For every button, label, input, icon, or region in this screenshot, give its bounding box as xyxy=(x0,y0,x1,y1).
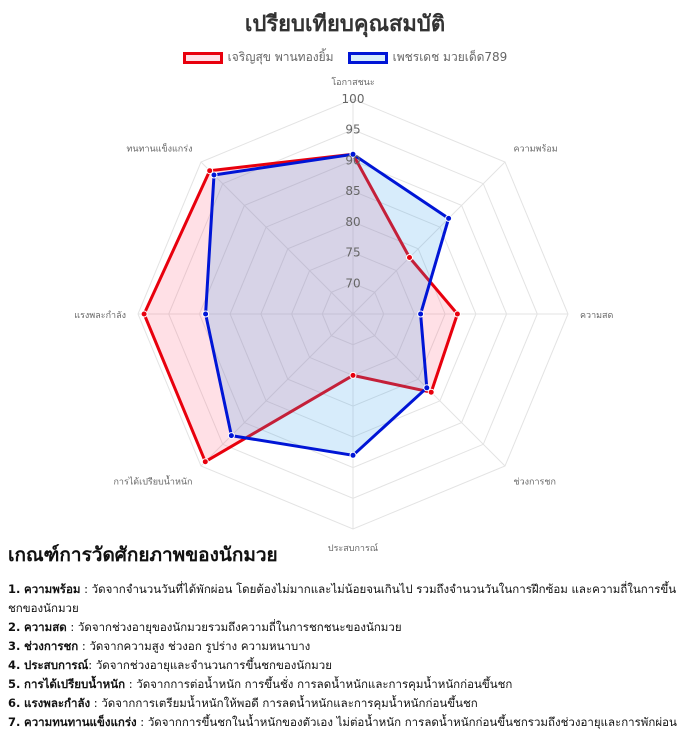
axis-label: การได้เปรียบน้ำหนัก xyxy=(113,477,193,488)
criteria-description: วัดจากการขึ้นชกในน้ำหนักของตัวเอง ไม่ต่อน้ำหนัก การลดน้ำหนักก่อนขึ้นชกรวมถึงช่วงอายุและการพักผ่อน xyxy=(147,715,677,729)
criteria-number: 5. xyxy=(8,677,21,691)
data-point-series-2 xyxy=(418,311,424,317)
data-point-series-1 xyxy=(202,459,208,465)
criteria-description: วัดจากการเตรียมน้ำหนักให้พอดี การลดน้ำหนักและการคุมน้ำหนักก่อนขึ้นชก xyxy=(101,696,478,710)
legend-swatch-series-2 xyxy=(348,52,388,64)
criteria-heading: เกณฑ์การวัดศักยภาพของนักมวย xyxy=(8,544,278,566)
criteria-item xyxy=(8,637,688,656)
axis-label: ความสด xyxy=(580,311,614,321)
data-point-series-2 xyxy=(446,215,452,221)
criteria-separator: : xyxy=(125,677,137,691)
radial-tick-label: 85 xyxy=(345,184,361,199)
data-point-series-1 xyxy=(454,311,460,317)
criteria-number: 3. xyxy=(8,639,21,653)
data-point-series-1 xyxy=(350,372,356,378)
criteria-item xyxy=(8,618,688,637)
data-point-series-2 xyxy=(203,311,209,317)
data-point-series-2 xyxy=(228,433,234,439)
criteria-term: ความทนทานแข็งแกร่ง xyxy=(24,715,137,729)
criteria-number: 1. xyxy=(8,582,21,596)
legend-label-series-1: เจริญสุข พานทองยิ้ม xyxy=(227,50,334,64)
criteria-description: วัดจากความสูง ช่วงอก รูปร่าง ความหนาบาง xyxy=(89,639,311,653)
criteria-item xyxy=(8,713,688,732)
data-point-series-1 xyxy=(141,311,147,317)
axis-label: โอกาสชนะ xyxy=(331,78,375,88)
criteria-list xyxy=(8,580,688,732)
criteria-item xyxy=(8,675,688,694)
criteria-term: ความสด xyxy=(24,620,67,634)
axis-label: ทนทานแข็งแกร่ง xyxy=(126,144,193,155)
chart-title: เปรียบเทียบคุณสมบัติ xyxy=(244,12,446,37)
criteria-description: วัดจากช่วงอายุของนักมวยรวมถึงความถี่ในการชกชนะของนักมวย xyxy=(77,620,402,634)
criteria-section xyxy=(8,540,688,732)
data-point-series-2 xyxy=(211,172,217,178)
criteria-separator: : xyxy=(136,715,148,729)
data-point-series-2 xyxy=(350,452,356,458)
criteria-number: 4. xyxy=(8,658,21,672)
criteria-item xyxy=(8,580,688,618)
criteria-description: วัดจากช่วงอายุและจำนวนการขึ้นชกของนักมวย xyxy=(95,658,332,672)
legend-label-series-2: เพชรเดช มวยเด็ด789 xyxy=(392,50,508,64)
axis-label: ช่วงการชก xyxy=(513,477,556,488)
criteria-separator: : xyxy=(80,582,92,596)
criteria-separator: : xyxy=(90,696,102,710)
axis-label: ประสบการณ์ xyxy=(327,544,379,554)
chart-legend xyxy=(0,48,690,67)
legend-item-series-2[interactable] xyxy=(348,48,508,67)
axis-label: แรงพละกำลัง xyxy=(74,311,126,321)
criteria-number: 2. xyxy=(8,620,21,634)
criteria-number: 6. xyxy=(8,696,21,710)
radial-tick-label: 75 xyxy=(345,245,361,260)
criteria-separator: : xyxy=(78,639,90,653)
legend-item-series-1[interactable] xyxy=(183,48,334,67)
criteria-item xyxy=(8,656,688,675)
data-point-series-1 xyxy=(407,255,413,261)
criteria-item xyxy=(8,694,688,713)
criteria-term: ความพร้อม xyxy=(24,582,81,596)
criteria-term: การได้เปรียบน้ำหนัก xyxy=(24,677,126,691)
radial-tick-label: 70 xyxy=(345,276,361,291)
axis-label: ความพร้อม xyxy=(513,144,558,155)
legend-swatch-series-1 xyxy=(183,52,223,64)
data-point-series-2 xyxy=(424,385,430,391)
criteria-term: แรงพละกำลัง xyxy=(24,696,91,710)
criteria-description: วัดจากการต่อน้ำหนัก การขึ้นชั่ง การลดน้ำหนักและการคุมน้ำหนักก่อนขึ้นชก xyxy=(136,677,513,691)
criteria-separator: : xyxy=(66,620,78,634)
radial-tick-label: 100 xyxy=(341,92,365,106)
radial-tick-label: 80 xyxy=(345,214,361,229)
criteria-description: วัดจากจำนวนวันที่ได้พักผ่อน โดยต้องไม่มากและไม่น้อยจนเกินไป รวมถึงจำนวนวันในการฝึกซ้อม และความถี่ในการขึ้นชกของนักมวย xyxy=(8,582,677,615)
criteria-number: 7. xyxy=(8,715,21,729)
criteria-term: ประสบการณ์ xyxy=(24,658,89,672)
series-line-2 xyxy=(206,154,449,455)
radar-chart xyxy=(0,68,690,554)
criteria-term: ช่วงการชก xyxy=(24,639,79,653)
radial-tick-label: 95 xyxy=(345,122,361,137)
radial-tick-label: 90 xyxy=(345,153,361,168)
criteria-separator: : xyxy=(88,658,96,672)
